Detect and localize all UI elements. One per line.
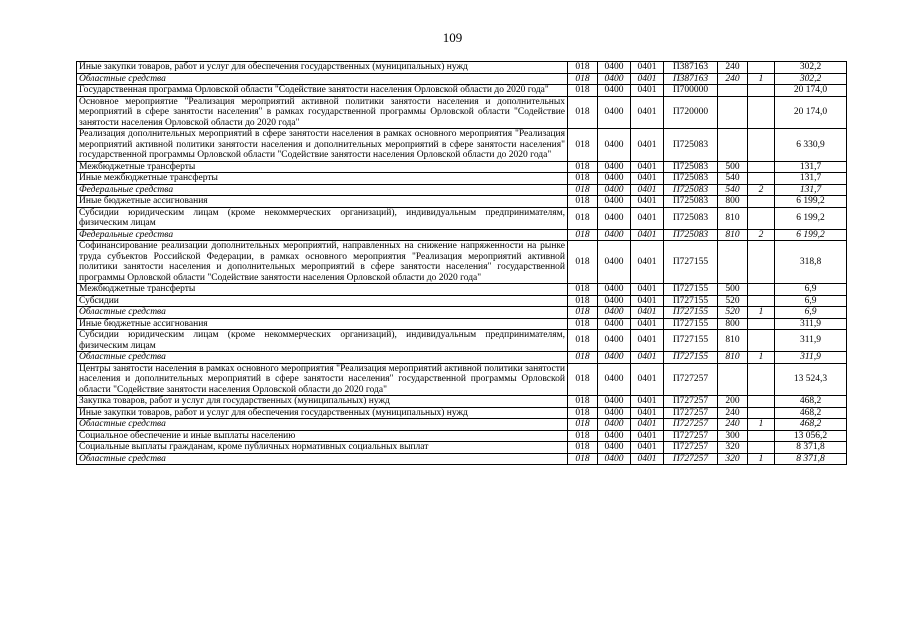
- row-description: Иные бюджетные ассигнования: [77, 318, 568, 330]
- target-article-code: П727155: [664, 352, 718, 364]
- amount: 311,9: [775, 330, 847, 352]
- target-article-code: П725083: [664, 161, 718, 173]
- expense-type-code: [718, 129, 748, 162]
- section-code: 0400: [598, 73, 631, 85]
- ministry-code: 018: [568, 161, 598, 173]
- row-description: Областные средства: [77, 453, 568, 465]
- expense-type-code: 240: [718, 62, 748, 74]
- ministry-code: 018: [568, 184, 598, 196]
- target-article-code: П725083: [664, 229, 718, 241]
- expense-type-code: 520: [718, 307, 748, 319]
- row-description: Федеральные средства: [77, 184, 568, 196]
- section-code: 0400: [598, 352, 631, 364]
- row-description: Областные средства: [77, 307, 568, 319]
- subsection-code: 0401: [631, 453, 664, 465]
- table-row: [77, 284, 847, 296]
- row-description: Центры занятости населения в рамках основного мероприятия "Реализация мероприятий активной политики занятости населения и дополнительных мероприятий в сфере занятости населения" государственной программы Орловской области "Содействие занятости населения Орловской области до 2020 года": [77, 363, 568, 396]
- funding-source-code: [748, 318, 775, 330]
- section-code: 0400: [598, 307, 631, 319]
- section-code: 0400: [598, 196, 631, 208]
- subsection-code: 0401: [631, 184, 664, 196]
- amount: 6,9: [775, 284, 847, 296]
- table-row: [77, 196, 847, 208]
- row-description: Закупка товаров, работ и услуг для государственных (муниципальных) нужд: [77, 396, 568, 408]
- row-description: Государственная программа Орловской области "Содействие занятости населения Орловской области до 2020 года": [77, 85, 568, 97]
- funding-source-code: [748, 241, 775, 284]
- amount: 302,2: [775, 62, 847, 74]
- expense-type-code: [718, 85, 748, 97]
- row-description: Иные межбюджетные трансферты: [77, 173, 568, 185]
- expense-type-code: 320: [718, 442, 748, 454]
- section-code: 0400: [598, 363, 631, 396]
- section-code: 0400: [598, 161, 631, 173]
- target-article-code: П727155: [664, 330, 718, 352]
- subsection-code: 0401: [631, 318, 664, 330]
- section-code: 0400: [598, 173, 631, 185]
- section-code: 0400: [598, 62, 631, 74]
- table-row: [77, 363, 847, 396]
- table-row: [77, 241, 847, 284]
- section-code: 0400: [598, 318, 631, 330]
- ministry-code: 018: [568, 318, 598, 330]
- expense-type-code: 500: [718, 161, 748, 173]
- table-row: [77, 295, 847, 307]
- amount: 318,8: [775, 241, 847, 284]
- target-article-code: П725083: [664, 207, 718, 229]
- subsection-code: 0401: [631, 62, 664, 74]
- section-code: 0400: [598, 330, 631, 352]
- amount: 8 371,8: [775, 453, 847, 465]
- section-code: 0400: [598, 396, 631, 408]
- funding-source-code: [748, 161, 775, 173]
- section-code: 0400: [598, 184, 631, 196]
- expense-type-code: 810: [718, 330, 748, 352]
- row-description: Межбюджетные трансферты: [77, 161, 568, 173]
- ministry-code: 018: [568, 173, 598, 185]
- target-article-code: П727257: [664, 442, 718, 454]
- ministry-code: 018: [568, 129, 598, 162]
- amount: 6 199,2: [775, 207, 847, 229]
- target-article-code: П727257: [664, 396, 718, 408]
- target-article-code: П387163: [664, 62, 718, 74]
- funding-source-code: 1: [748, 419, 775, 431]
- section-code: 0400: [598, 407, 631, 419]
- amount: 311,9: [775, 352, 847, 364]
- ministry-code: 018: [568, 396, 598, 408]
- expense-type-code: 810: [718, 229, 748, 241]
- amount: 13 524,3: [775, 363, 847, 396]
- ministry-code: 018: [568, 196, 598, 208]
- table-row: [77, 85, 847, 97]
- section-code: 0400: [598, 207, 631, 229]
- expense-type-code: 810: [718, 352, 748, 364]
- funding-source-code: [748, 407, 775, 419]
- expense-type-code: 520: [718, 295, 748, 307]
- table-row: [77, 352, 847, 364]
- ministry-code: 018: [568, 85, 598, 97]
- ministry-code: 018: [568, 430, 598, 442]
- funding-source-code: 2: [748, 229, 775, 241]
- amount: 6,9: [775, 295, 847, 307]
- amount: 6 199,2: [775, 196, 847, 208]
- target-article-code: П727155: [664, 295, 718, 307]
- row-description: Реализация дополнительных мероприятий в сфере занятости населения в рамках основного мероприятия "Реализация мероприятий активной политики занятости населения и дополнительных мероприятий в сфере занятости населения" государственной программы Орловской области "Содействие занятости населения Орловской области до 2020 года": [77, 129, 568, 162]
- row-description: Федеральные средства: [77, 229, 568, 241]
- funding-source-code: [748, 442, 775, 454]
- ministry-code: 018: [568, 363, 598, 396]
- expense-type-code: 240: [718, 73, 748, 85]
- ministry-code: 018: [568, 307, 598, 319]
- funding-source-code: [748, 284, 775, 296]
- ministry-code: 018: [568, 330, 598, 352]
- table-row: [77, 184, 847, 196]
- expense-type-code: 320: [718, 453, 748, 465]
- table-row: [77, 318, 847, 330]
- ministry-code: 018: [568, 207, 598, 229]
- table-row: [77, 430, 847, 442]
- expense-type-code: 500: [718, 284, 748, 296]
- ministry-code: 018: [568, 442, 598, 454]
- row-description: Иные закупки товаров, работ и услуг для обеспечения государственных (муниципальных) нужд: [77, 62, 568, 74]
- row-description: Социальное обеспечение и иные выплаты населению: [77, 430, 568, 442]
- subsection-code: 0401: [631, 330, 664, 352]
- amount: 6 330,9: [775, 129, 847, 162]
- expense-type-code: 800: [718, 196, 748, 208]
- ministry-code: 018: [568, 96, 598, 129]
- row-description: Иные бюджетные ассигнования: [77, 196, 568, 208]
- expense-type-code: 540: [718, 184, 748, 196]
- funding-source-code: [748, 173, 775, 185]
- table-body: [77, 62, 847, 465]
- section-code: 0400: [598, 129, 631, 162]
- funding-source-code: [748, 129, 775, 162]
- section-code: 0400: [598, 85, 631, 97]
- subsection-code: 0401: [631, 407, 664, 419]
- table-row: [77, 173, 847, 185]
- target-article-code: П725083: [664, 196, 718, 208]
- expense-type-code: 240: [718, 419, 748, 431]
- subsection-code: 0401: [631, 295, 664, 307]
- row-description: Софинансирование реализации дополнительных мероприятий, направленных на снижение напряженности на рынке труда субъектов Российской Федерации, в рамках основного мероприятия "Реализация мероприятий активной политики занятости населения и дополнительных мероприятий в сфере занятости населения" государственной программы Орловской области "Содействие занятости населения Орловской области до 2020 года": [77, 241, 568, 284]
- funding-source-code: [748, 396, 775, 408]
- amount: 468,2: [775, 407, 847, 419]
- target-article-code: П720000: [664, 96, 718, 129]
- table-row: [77, 161, 847, 173]
- subsection-code: 0401: [631, 161, 664, 173]
- funding-source-code: 1: [748, 73, 775, 85]
- subsection-code: 0401: [631, 241, 664, 284]
- expense-type-code: 800: [718, 318, 748, 330]
- row-description: Субсидии: [77, 295, 568, 307]
- row-description: Областные средства: [77, 73, 568, 85]
- subsection-code: 0401: [631, 284, 664, 296]
- row-description: Социальные выплаты гражданам, кроме публичных нормативных социальных выплат: [77, 442, 568, 454]
- ministry-code: 018: [568, 73, 598, 85]
- row-description: Основное мероприятие "Реализация мероприятий активной политики занятости населения и дополнительных мероприятий в сфере занятости населения" в рамках государственной программы Орловской области "Содействие занятости населения Орловской области до 2020 года": [77, 96, 568, 129]
- expense-type-code: [718, 96, 748, 129]
- table-row: [77, 207, 847, 229]
- subsection-code: 0401: [631, 352, 664, 364]
- expense-type-code: 300: [718, 430, 748, 442]
- target-article-code: П387163: [664, 73, 718, 85]
- target-article-code: П727155: [664, 318, 718, 330]
- amount: 20 174,0: [775, 96, 847, 129]
- row-description: Субсидии юридическим лицам (кроме некоммерческих организаций), индивидуальным предпринимателям, физическим лицам: [77, 330, 568, 352]
- subsection-code: 0401: [631, 442, 664, 454]
- row-description: Субсидии юридическим лицам (кроме некоммерческих организаций), индивидуальным предпринимателям, физическим лицам: [77, 207, 568, 229]
- section-code: 0400: [598, 229, 631, 241]
- section-code: 0400: [598, 430, 631, 442]
- row-description: Межбюджетные трансферты: [77, 284, 568, 296]
- amount: 311,9: [775, 318, 847, 330]
- funding-source-code: 2: [748, 184, 775, 196]
- target-article-code: П725083: [664, 184, 718, 196]
- target-article-code: П725083: [664, 129, 718, 162]
- expense-type-code: 240: [718, 407, 748, 419]
- ministry-code: 018: [568, 229, 598, 241]
- amount: 302,2: [775, 73, 847, 85]
- expense-type-code: [718, 241, 748, 284]
- table-row: [77, 453, 847, 465]
- amount: 8 371,8: [775, 442, 847, 454]
- subsection-code: 0401: [631, 207, 664, 229]
- amount: 468,2: [775, 396, 847, 408]
- ministry-code: 018: [568, 407, 598, 419]
- amount: 131,7: [775, 173, 847, 185]
- amount: 6 199,2: [775, 229, 847, 241]
- ministry-code: 018: [568, 284, 598, 296]
- ministry-code: 018: [568, 241, 598, 284]
- row-description: Областные средства: [77, 419, 568, 431]
- budget-table: [76, 61, 847, 465]
- target-article-code: П727257: [664, 453, 718, 465]
- table-row: [77, 419, 847, 431]
- target-article-code: П727257: [664, 430, 718, 442]
- subsection-code: 0401: [631, 363, 664, 396]
- ministry-code: 018: [568, 453, 598, 465]
- funding-source-code: [748, 96, 775, 129]
- target-article-code: П700000: [664, 85, 718, 97]
- funding-source-code: 1: [748, 307, 775, 319]
- amount: 468,2: [775, 419, 847, 431]
- target-article-code: П727257: [664, 363, 718, 396]
- expense-type-code: 200: [718, 396, 748, 408]
- section-code: 0400: [598, 284, 631, 296]
- section-code: 0400: [598, 295, 631, 307]
- table-row: [77, 307, 847, 319]
- page-number: 109: [442, 30, 463, 45]
- target-article-code: П727155: [664, 284, 718, 296]
- funding-source-code: [748, 62, 775, 74]
- subsection-code: 0401: [631, 229, 664, 241]
- amount: 131,7: [775, 184, 847, 196]
- row-description: Иные закупки товаров, работ и услуг для обеспечения государственных (муниципальных) нужд: [77, 407, 568, 419]
- section-code: 0400: [598, 453, 631, 465]
- row-description: Областные средства: [77, 352, 568, 364]
- subsection-code: 0401: [631, 73, 664, 85]
- funding-source-code: [748, 196, 775, 208]
- target-article-code: П727257: [664, 419, 718, 431]
- target-article-code: П727155: [664, 241, 718, 284]
- expense-type-code: [718, 363, 748, 396]
- funding-source-code: [748, 363, 775, 396]
- funding-source-code: [748, 430, 775, 442]
- funding-source-code: [748, 85, 775, 97]
- ministry-code: 018: [568, 295, 598, 307]
- amount: 6,9: [775, 307, 847, 319]
- ministry-code: 018: [568, 419, 598, 431]
- target-article-code: П727155: [664, 307, 718, 319]
- table-row: [77, 62, 847, 74]
- funding-source-code: 1: [748, 453, 775, 465]
- subsection-code: 0401: [631, 430, 664, 442]
- section-code: 0400: [598, 419, 631, 431]
- funding-source-code: 1: [748, 352, 775, 364]
- amount: 20 174,0: [775, 85, 847, 97]
- table-row: [77, 330, 847, 352]
- funding-source-code: [748, 207, 775, 229]
- target-article-code: П725083: [664, 173, 718, 185]
- section-code: 0400: [598, 96, 631, 129]
- target-article-code: П727257: [664, 407, 718, 419]
- expense-type-code: 810: [718, 207, 748, 229]
- amount: 131,7: [775, 161, 847, 173]
- table-row: [77, 396, 847, 408]
- expense-type-code: 540: [718, 173, 748, 185]
- subsection-code: 0401: [631, 307, 664, 319]
- amount: 13 056,2: [775, 430, 847, 442]
- table-row: [77, 229, 847, 241]
- subsection-code: 0401: [631, 396, 664, 408]
- table-row: [77, 129, 847, 162]
- subsection-code: 0401: [631, 419, 664, 431]
- subsection-code: 0401: [631, 85, 664, 97]
- ministry-code: 018: [568, 62, 598, 74]
- funding-source-code: [748, 330, 775, 352]
- table-row: [77, 73, 847, 85]
- table-row: [77, 407, 847, 419]
- section-code: 0400: [598, 442, 631, 454]
- table-row: [77, 96, 847, 129]
- subsection-code: 0401: [631, 196, 664, 208]
- subsection-code: 0401: [631, 173, 664, 185]
- funding-source-code: [748, 295, 775, 307]
- section-code: 0400: [598, 241, 631, 284]
- ministry-code: 018: [568, 352, 598, 364]
- subsection-code: 0401: [631, 129, 664, 162]
- subsection-code: 0401: [631, 96, 664, 129]
- table-row: [77, 442, 847, 454]
